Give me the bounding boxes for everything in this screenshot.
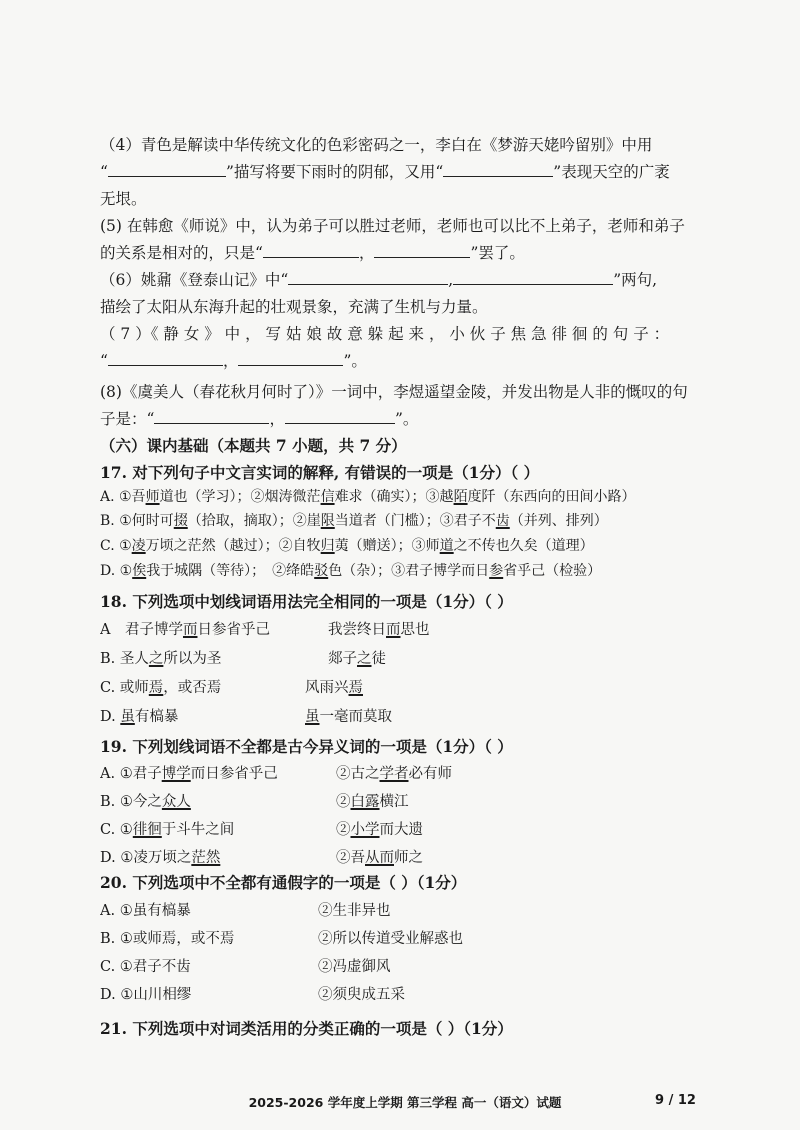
- q20-option-b[interactable]: B. ①或师焉，或不焉 ②所以传道受业解惑也: [100, 931, 463, 947]
- q17-option-c[interactable]: C. ①凌万顷之茫然（越过）；②自牧归荑（赠送）；③师道之不传也久矣（道理）: [100, 538, 594, 554]
- q17-option-b[interactable]: B. ①何时可掇（拾取，摘取）；②崖限当道者（门槛）；③君子不齿（并列、排列）: [100, 513, 608, 529]
- q5-line2: 的关系是相对的，只是“ ， ”罢了。: [100, 244, 525, 262]
- q8-line1: (8)《虞美人（春花秋月何时了）》一词中，李煜遥望金陵，并发出物是人非的慨叹的句: [100, 383, 688, 401]
- q18-option-b[interactable]: B. 圣人之所以为圣 郯子之徒: [100, 651, 386, 667]
- q19-option-b[interactable]: B. ①今之众人 ②白露横江: [100, 794, 409, 810]
- q8-blank-2[interactable]: [285, 408, 395, 424]
- q18-option-a[interactable]: A 君子博学而日参省乎己 我尝终日而思也: [100, 622, 430, 638]
- q7-line1: （ 7 ）《 静 女 》 中 ， 写 姑 娘 故 意 躲 起 来 ， 小 伙 子 焦 急 徘 徊 的 句 子 ：: [100, 325, 670, 343]
- q5-blank-1[interactable]: [263, 242, 359, 258]
- q5-blank-2[interactable]: [374, 242, 470, 258]
- page-number: 9 / 12: [655, 1093, 696, 1108]
- q4-blank-2[interactable]: [443, 161, 553, 177]
- q6-line1: （6）姚鼐《登泰山记》中“ , ”两句,: [100, 271, 658, 289]
- q7-line2: “ ， ”。: [100, 352, 367, 370]
- q19-stem: 19. 下列划线词语不全都是古今异义词的一项是（1分）（ ）: [100, 737, 513, 756]
- q7-blank-2[interactable]: [238, 350, 343, 366]
- q19-option-c[interactable]: C. ①徘徊于斗牛之间 ②小学而大遗: [100, 822, 423, 838]
- q19-option-d[interactable]: D. ①凌万顷之茫然 ②吾从而师之: [100, 850, 423, 866]
- q20-option-a[interactable]: A. ①虽有槁暴 ②生非异也: [100, 903, 391, 919]
- q17-option-d[interactable]: D. ①俟我于城隅（等待）； ②绛皓驳色（杂）；③君子博学而日参省乎己（检验）: [100, 563, 602, 579]
- q20-option-d[interactable]: D. ①山川相缪 ②须臾成五采: [100, 987, 405, 1003]
- q4-blank-1[interactable]: [108, 161, 226, 177]
- q20-option-c[interactable]: C. ①君子不齿 ②冯虚御风: [100, 959, 391, 975]
- q18-stem: 18. 下列选项中划线词语用法完全相同的一项是（1分）（ ）: [100, 592, 513, 611]
- q19-option-a[interactable]: A. ①君子博学而日参省乎己 ②古之学者必有师: [100, 766, 452, 782]
- q4-line2: “ ”描写将要下雨时的阴郁，又用“ ”表现天空的广袤: [100, 163, 670, 181]
- q8-blank-1[interactable]: [154, 408, 269, 424]
- q17-option-a[interactable]: A. ①吾师道也（学习）；②烟涛微茫信难求（确实）；③越陌度阡（东西向的田间小路）: [100, 489, 636, 505]
- section-title: （六）课内基础（本题共 7 小题，共 7 分）: [100, 436, 407, 455]
- q18-option-d[interactable]: D. 虽有槁暴 虽一毫而莫取: [100, 709, 392, 725]
- q7-blank-1[interactable]: [108, 350, 223, 366]
- q4-line3: 无垠。: [100, 190, 147, 208]
- q6-line2: 描绘了太阳从东海升起的壮观景象，充满了生机与力量。: [100, 298, 488, 316]
- q21-stem: 21. 下列选项中对词类活用的分类正确的一项是（ ）（1分）: [100, 1019, 513, 1038]
- q6-blank-1[interactable]: [288, 269, 448, 285]
- q5-line1: (5) 在韩愈《师说》中，认为弟子可以胜过老师，老师也可以比不上弟子，老师和弟子: [100, 217, 685, 235]
- page-footer: 2025-2026 学年度上学期 第三学程 高一（语文）试题: [248, 1095, 562, 1110]
- q17-stem: 17. 对下列句子中文言实词的解释, 有错误的一项是（1分）（ ）: [100, 463, 540, 482]
- q6-blank-2[interactable]: [453, 269, 613, 285]
- q20-stem: 20. 下列选项中不全都有通假字的一项是（ ）（1分）: [100, 873, 467, 892]
- q4-line1: （4）青色是解读中华传统文化的色彩密码之一，李白在《梦游天姥吟留别》中用: [100, 136, 653, 154]
- q18-option-c[interactable]: C. 或师焉，或否焉 风雨兴焉: [100, 680, 363, 696]
- q8-line2: 子是：“ ， ”。: [100, 410, 419, 428]
